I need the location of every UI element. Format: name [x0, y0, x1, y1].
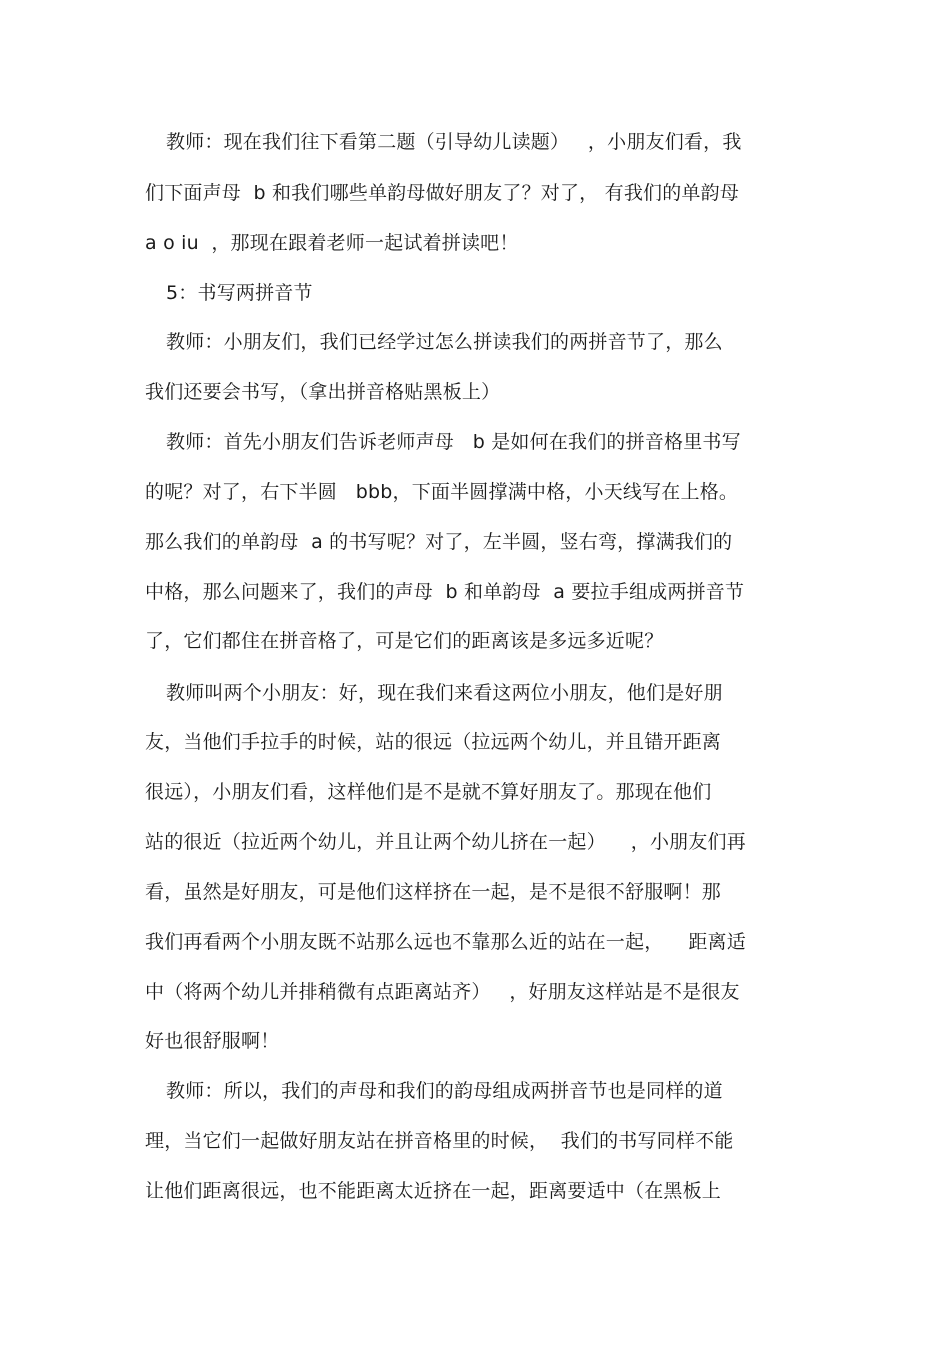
text-line: 友，当他们手拉手的时候，站的很远（拉远两个幼儿，并且错开距离 — [145, 731, 722, 753]
text-line: 那么我们的单韵母 a 的书写呢？对了，左半圆，竖右弯，撑满我们的 — [145, 531, 733, 553]
text-line: 了，它们都住在拼音格了，可是它们的距离该是多远多近呢？ — [145, 630, 664, 652]
text-line: 我们还要会书写，（拿出拼音格贴黑板上） — [145, 381, 501, 403]
text-line: 教师：首先小朋友们告诉老师声母 b 是如何在我们的拼音格里书写 — [166, 431, 741, 453]
text-line: 很远），小朋友们看，这样他们是不是就不算好朋友了。那现在他们 — [145, 781, 712, 803]
text-line: 中（将两个幼儿并排稍微有点距离站齐） ，好朋友这样站是不是很友 — [145, 981, 740, 1003]
text-line: 的呢？对了，右下半圆 bbb，下面半圆撑满中格，小天线写在上格。 — [145, 481, 739, 503]
section-heading: 5：书写两拼音节 — [166, 282, 313, 304]
text-line: 教师：所以，我们的声母和我们的韵母组成两拼音节也是同样的道 — [166, 1080, 723, 1102]
text-line: 好也很舒服啊！ — [145, 1030, 280, 1052]
text-line: 让他们距离很远，也不能距离太近挤在一起，距离要适中（在黑板上 — [145, 1180, 722, 1202]
text-line: 站的很近（拉近两个幼儿，并且让两个幼儿挤在一起） ，小朋友们再 — [145, 831, 746, 853]
text-line: 教师叫两个小朋友：好，现在我们来看这两位小朋友，他们是好朋 — [166, 682, 723, 704]
text-line: 们下面声母 b 和我们哪些单韵母做好朋友了？对了， 有我们的单韵母 — [145, 182, 740, 204]
text-line: 看，虽然是好朋友，可是他们这样挤在一起，是不是很不舒服啊！那 — [145, 881, 722, 903]
text-line: 教师：现在我们往下看第二题（引导幼儿读题） ，小朋友们看，我 — [166, 131, 742, 153]
text-line: 教师：小朋友们，我们已经学过怎么拼读我们的两拼音节了，那么 — [166, 331, 723, 353]
text-line: a o iu ，那现在跟着老师一起试着拼读吧！ — [145, 232, 519, 254]
text-line: 我们再看两个小朋友既不站那么远也不靠那么近的站在一起， 距离适 — [145, 931, 746, 953]
text-line: 理，当它们一起做好朋友站在拼音格里的时候， 我们的书写同样不能 — [145, 1130, 734, 1152]
text-line: 中格，那么问题来了，我们的声母 b 和单韵母 a 要拉手组成两拼音节 — [145, 581, 745, 603]
